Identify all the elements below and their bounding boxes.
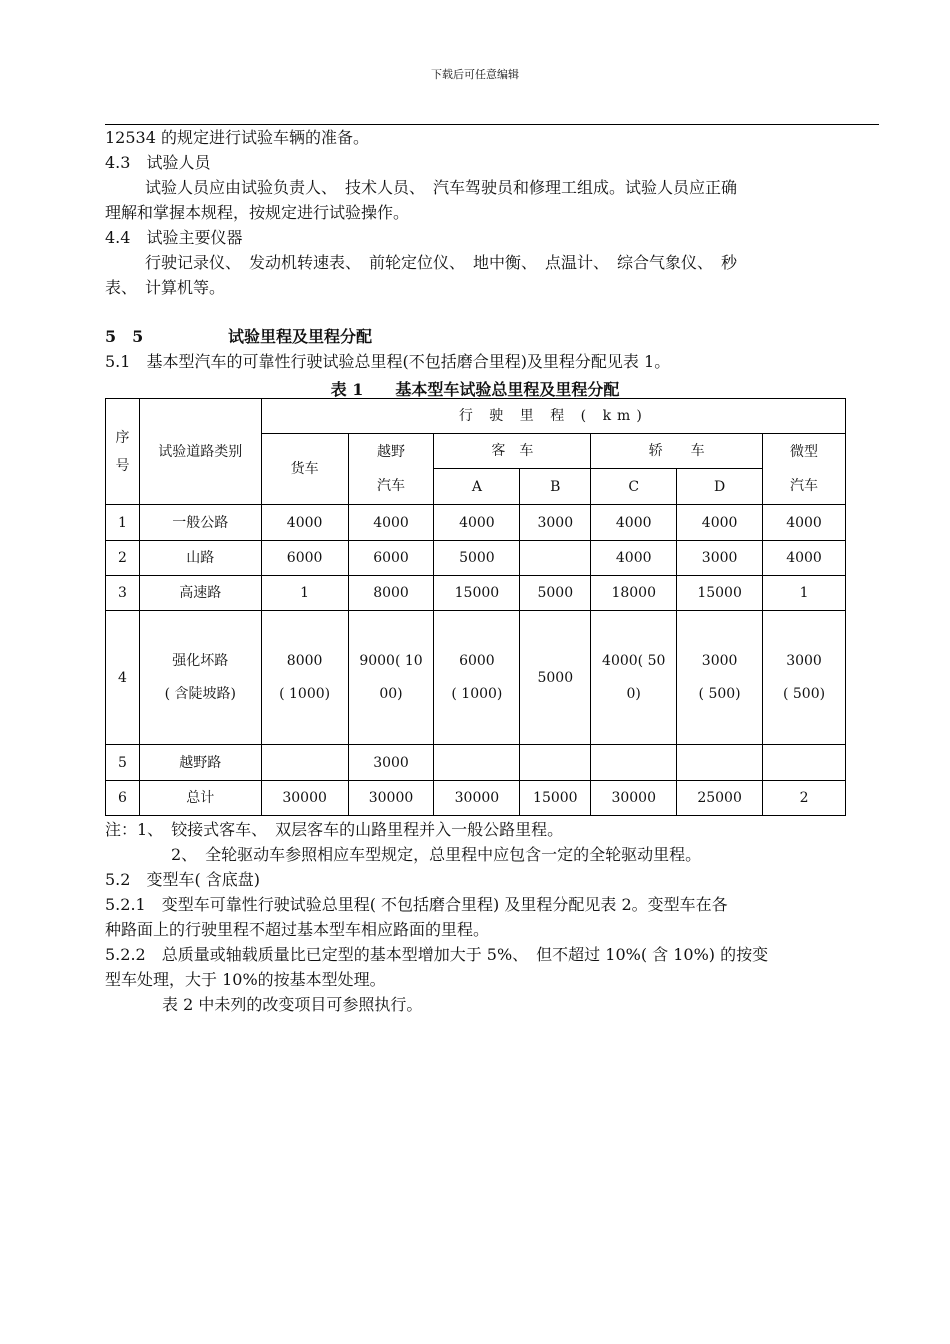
table-row [106,576,846,611]
cell: 4000 [591,505,677,541]
page-header: 下载后可任意编辑 [431,68,519,81]
table-row [106,745,846,781]
header-rule [105,124,879,125]
cell: 4000 [591,541,677,576]
cell: 高速路 [139,576,261,611]
cell: 15000 [520,781,591,816]
text-line: 5.2.2 总质量或轴载质量比已定型的基本型增加大于 5%、 但不超过 10%( 含 10%) 的按变 [105,945,769,964]
cell: 15000 [677,576,763,611]
cell [763,745,846,781]
cell [520,745,591,781]
header-bus: 客 车 [434,434,591,469]
cell: 总计 [139,781,261,816]
table-row [106,781,846,816]
header-micro: 微型 汽车 [763,434,846,505]
cell: 4000 [261,505,348,541]
cell: 2 [763,781,846,816]
cell: 3000 ( 500) [763,611,846,745]
cell: 5000 [520,576,591,611]
cell [520,541,591,576]
text-line: 型车处理，大于 10%的按基本型处理。 [105,970,386,989]
cell: 越野路 [139,745,261,781]
section-number: 5 5 [105,327,144,346]
cell: 30000 [434,781,520,816]
cell: 山路 [139,541,261,576]
text-line: 表 2 中未列的改变项目可参照执行。 [162,995,423,1014]
header-seq: 序 号 [106,399,140,505]
cell: 5000 [520,611,591,745]
section-heading-4-3: 4.3 试验人员 [105,153,211,172]
cell: 18000 [591,576,677,611]
text-line: 试验人员应由试验负责人、 技术人员、 汽车驾驶员和修理工组成。试验人员应正确 [145,178,738,197]
cell [591,745,677,781]
table-caption: 表 1 基本型车试验总里程及里程分配 [330,380,620,399]
header-truck: 货车 [261,434,348,505]
cell [261,745,348,781]
cell: 15000 [434,576,520,611]
header-mileage: 行 驶 里 程 ( km) [261,399,845,434]
cell: 3000 ( 500) [677,611,763,745]
header-B: B [520,469,591,505]
header-D: D [677,469,763,505]
cell [677,745,763,781]
cell: 1 [763,576,846,611]
cell: 30000 [591,781,677,816]
table-row [106,541,846,576]
cell: 6000 [261,541,348,576]
cell: 强化坏路 ( 含陡坡路) [139,611,261,745]
cell: 1 [261,576,348,611]
note-line: 注：1、 铰接式客车、 双层客车的山路里程并入一般公路里程。 [105,820,564,839]
table-row [106,505,846,541]
cell: 2 [106,541,140,576]
cell: 6000 [348,541,434,576]
cell: 4000 [763,505,846,541]
cell: 3 [106,576,140,611]
cell: 9000( 10 00) [348,611,434,745]
cell: 3000 [677,541,763,576]
cell: 5 [106,745,140,781]
text-line: 表、 计算机等。 [105,278,226,297]
cell: 25000 [677,781,763,816]
cell: 30000 [261,781,348,816]
cell: 4000 [677,505,763,541]
cell: 30000 [348,781,434,816]
cell: 4000( 50 0) [591,611,677,745]
cell: 8000 [348,576,434,611]
header-C: C [591,469,677,505]
mileage-table [105,398,846,816]
header-offroad: 越野 汽车 [348,434,434,505]
cell: 一般公路 [139,505,261,541]
section-heading-5-2: 5.2 变型车( 含底盘) [105,870,261,889]
section-heading-4-4: 4.4 试验主要仪器 [105,228,243,247]
text-line: 5.1 基本型汽车的可靠性行驶试验总里程(不包括磨合里程)及里程分配见表 1。 [105,352,671,371]
cell: 4 [106,611,140,745]
cell: 8000 ( 1000) [261,611,348,745]
section-title: 试验里程及里程分配 [228,327,373,346]
cell: 4000 [434,505,520,541]
note-line: 2、 全轮驱动车参照相应车型规定，总里程中应包含一定的全轮驱动里程。 [171,845,702,864]
cell: 4000 [763,541,846,576]
text-line: 种路面上的行驶里程不超过基本型车相应路面的里程。 [105,920,490,939]
text-line: 理解和掌握本规程，按规定进行试验操作。 [105,203,410,222]
cell [434,745,520,781]
cell: 6 [106,781,140,816]
cell: 4000 [348,505,434,541]
text-line: 5.2.1 变型车可靠性行驶试验总里程( 不包括磨合里程) 及里程分配见表 2。变型车在各 [105,895,728,914]
cell: 5000 [434,541,520,576]
text-line: 行驶记录仪、 发动机转速表、 前轮定位仪、 地中衡、 点温计、 综合气象仪、 秒 [145,253,738,272]
header-car: 轿 车 [591,434,763,469]
cell: 1 [106,505,140,541]
cell: 6000 ( 1000) [434,611,520,745]
table-row [106,611,846,745]
cell: 3000 [348,745,434,781]
header-A: A [434,469,520,505]
cell: 3000 [520,505,591,541]
text-line: 12534 的规定进行试验车辆的准备。 [105,128,369,147]
header-road: 试验道路类别 [139,399,261,505]
